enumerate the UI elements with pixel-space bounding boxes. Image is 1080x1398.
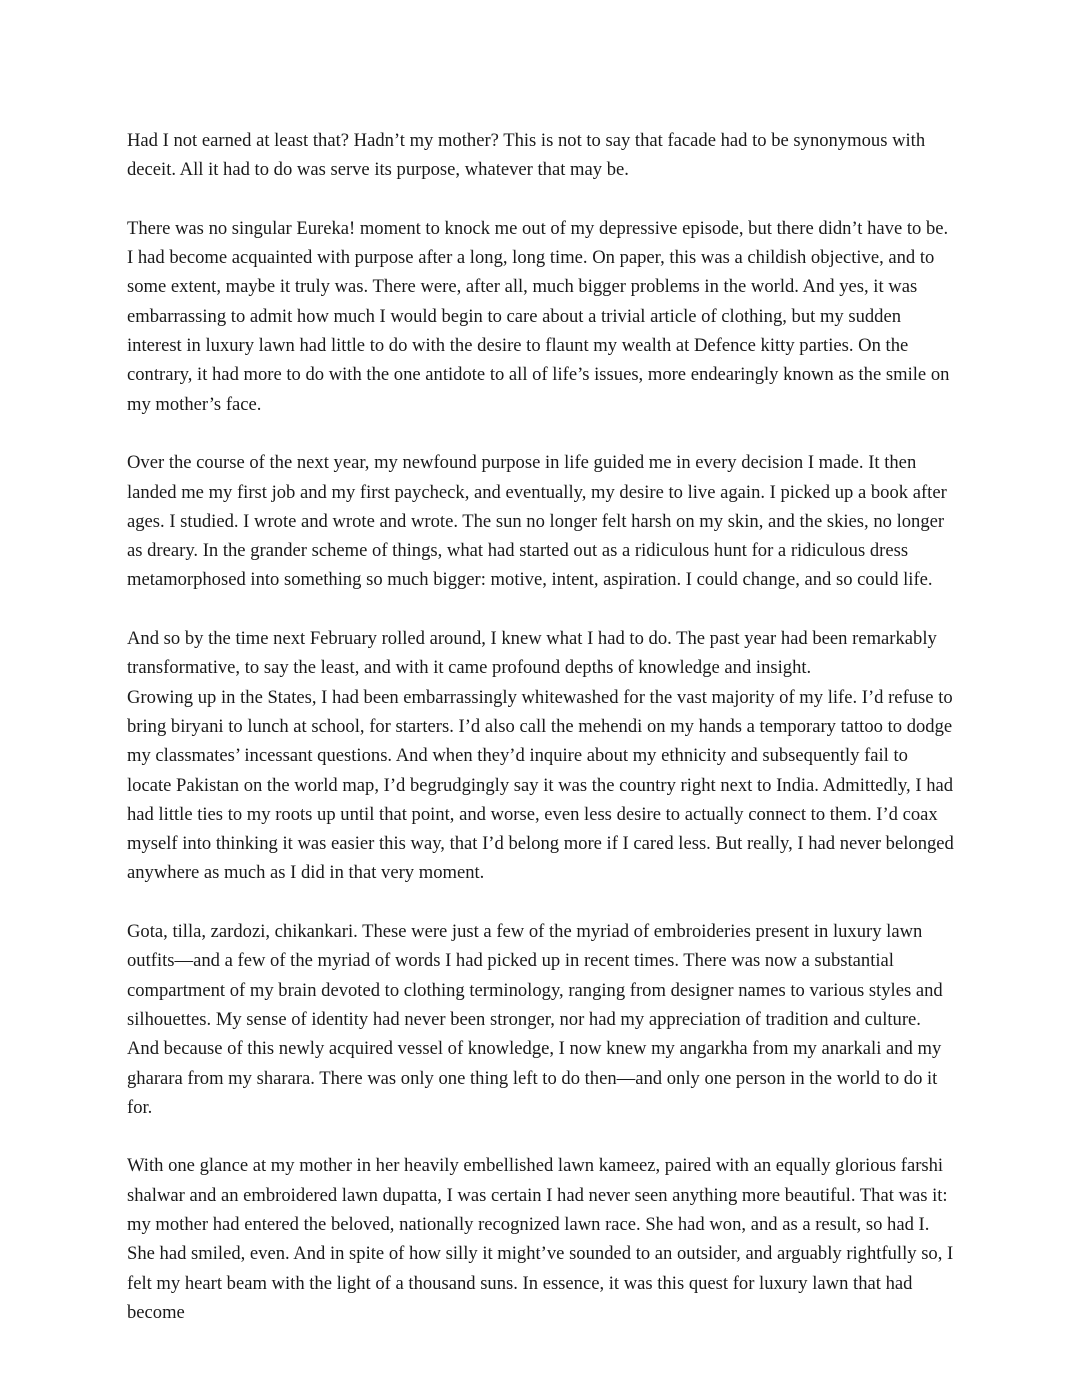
paragraph-4: And so by the time next February rolled around, I knew what I had to do. The past year had been remarkably transformative, to say the least, and with it came profound depths of knowledge and insight. (127, 628, 937, 679)
paragraph-1: Had I not earned at least that? Hadn’t my mother? This is not to say that facade had to be synonymous with deceit. All it had to do was serve its purpose, whatever that may be. (127, 130, 926, 181)
paragraph-7: With one glance at my mother in her heavily embellished lawn kameez, paired with an equally glorious farshi shalwar and an embroidered lawn dupatta, I was certain I had never seen anything more beautiful. That was it: my mother had entered the beloved, nationally recognized lawn race. She had won, and as a result, so had I. She had smiled, even. And in spite of how silly it might’ve sounded to an outsider, and arguably rightfully so, I felt my heart beam with the light of a thousand suns. In essence, it was this quest for luxury lawn that had become (127, 1155, 954, 1323)
paragraph-2: There was no singular Eureka! moment to knock me out of my depressive episode, but there didn’t have to be. I had become acquainted with purpose after a long, long time. On paper, this was a childish objective, and to some extent, maybe it truly was. There were, after all, much bigger problems in the world. And yes, it was embarrassing to admit how much I would begin to care about a trivial article of clothing, but my sudden interest in luxury lawn had little to do with the desire to flaunt my wealth at Defence kitty parties. On the contrary, it had more to do with the one antidote to all of life’s issues, more endearingly known as the smile on my mother’s face. (127, 217, 950, 415)
paragraph-6: Gota, tilla, zardozi, chikankari. These were just a few of the myriad of embroideries present in luxury lawn outfits—and a few of the myriad of words I had picked up in recent times. There was now a substantial compartment of my brain devoted to clothing terminology, ranging from designer names to various styles and silhouettes. My sense of identity had never been stronger, nor had my appreciation of tradition and culture. And because of this newly acquired vessel of knowledge, I now knew my angarkha from my anarkali and my gharara from my sharara. There was only one thing left to do then—and only one person in the world to do it for. (127, 921, 943, 1118)
document-page (127, 126, 955, 1327)
paragraph-3: Over the course of the next year, my newfound purpose in life guided me in every decision I made. It then landed me my first job and my first paycheck, and eventually, my desire to live again. I picked up a book after ages. I studied. I wrote and wrote and wrote. The sun no longer felt harsh on my skin, and the skies, no longer as dreary. In the grander scheme of things, what had started out as a ridiculous hunt for a ridiculous dress metamorphosed into something so much bigger: motive, intent, aspiration. I could change, and so could life. (127, 452, 947, 591)
paragraph-5: Growing up in the States, I had been embarrassingly whitewashed for the vast majority of my life. I’d refuse to bring biryani to lunch at school, for starters. I’d also call the mehendi on my hands a temporary tattoo to dodge my classmates’ incessant questions. And when they’d inquire about my ethnicity and subsequently fail to locate Pakistan on the world map, I’d begrudgingly say it was the country right next to India. Admittedly, I had had little ties to my roots up until that point, and worse, even less desire to actually connect to them. I’d coax myself into thinking it was easier this way, that I’d belong more if I cared less. But really, I had never belonged anywhere as much as I did in that very moment. (127, 686, 954, 884)
